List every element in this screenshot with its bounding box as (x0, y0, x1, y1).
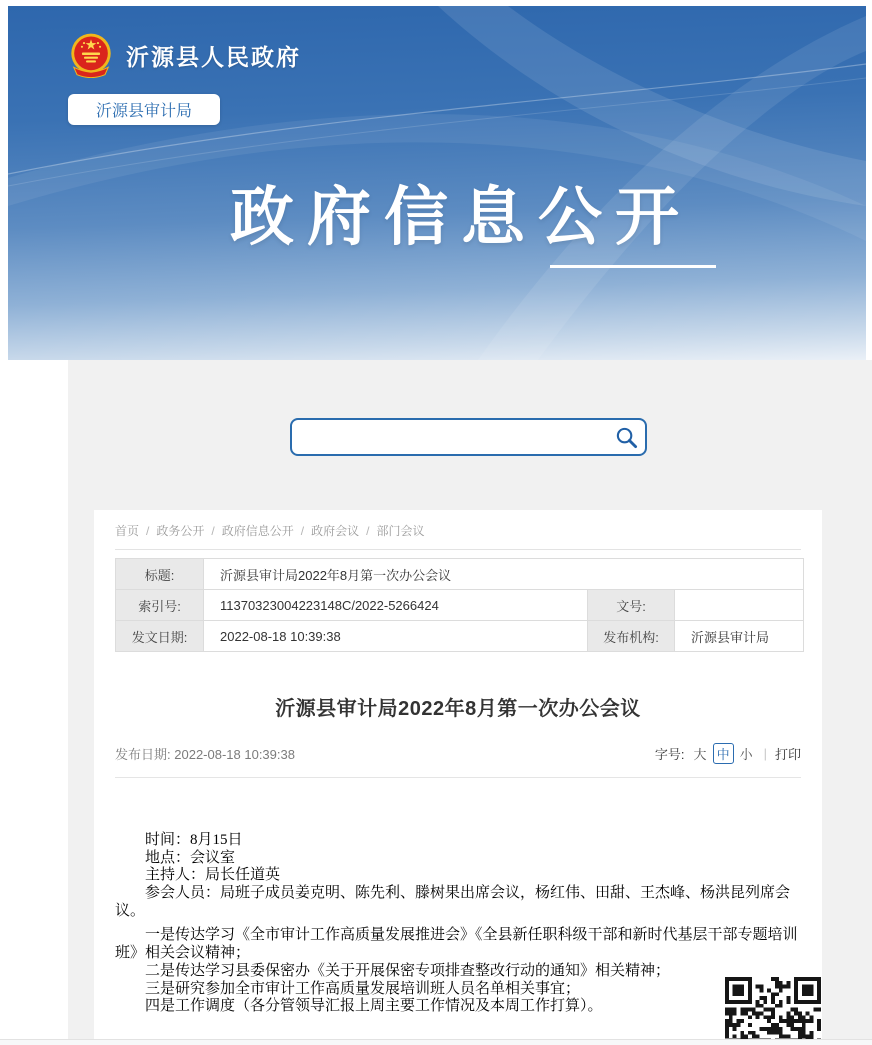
paragraph: 三是研究参加全市审计工作高质量发展培训班人员名单相关事宜； (145, 980, 581, 997)
meta-label-docnum: 文号: (588, 590, 675, 621)
breadcrumb-separator: / (366, 524, 370, 538)
font-size-small-button[interactable]: 小 (739, 747, 753, 762)
meta-value-issue-date: 2022-08-18 10:39:38 (204, 621, 588, 652)
footer-strip (0, 1039, 872, 1045)
meta-value-index: 11370323004223148C/2022-5266424 (204, 590, 588, 621)
breadcrumb-divider (115, 549, 801, 550)
article-divider (115, 777, 801, 778)
font-size-control (655, 743, 801, 764)
paragraph: 四是工作调度（各分管领导汇报上周主要工作情况及本周工作打算）。 (145, 998, 603, 1015)
article-title: 沂源县审计局2022年8月第一次办公会议 (275, 698, 641, 720)
breadcrumb-item-gov-meetings[interactable]: 政府会议 (311, 524, 360, 538)
site-header (68, 32, 301, 78)
paragraph: 时间：8月15日 (145, 832, 243, 848)
paragraph: 二是传达学习县委保密办《关于开展保密专项排查整改行动的通知》相关精神； (145, 962, 671, 979)
breadcrumb-item-zhengwu[interactable]: 政务公开 (156, 524, 205, 538)
qr-code (725, 977, 821, 1039)
table-row (116, 621, 804, 652)
meta-label-index: 索引号: (116, 590, 204, 621)
article-body (115, 832, 801, 1016)
paragraph: 参会人员：局班子成员姜克明、陈先利、滕树果出席会议，杨红伟、田甜、王杰峰、杨洪昆列席会议。 (115, 885, 791, 919)
publish-date (115, 744, 295, 763)
content-panel (68, 360, 872, 1039)
meta-label-publisher: 发布机构: (588, 621, 675, 652)
font-size-large-button[interactable]: 大 (693, 747, 707, 762)
meta-label-issue-date: 发文日期: (116, 621, 204, 652)
search-button[interactable] (607, 420, 645, 454)
breadcrumb-item-info-disclosure[interactable]: 政府信息公开 (221, 524, 294, 538)
font-size-medium-button[interactable]: 中 (713, 743, 734, 764)
banner (8, 6, 866, 360)
meta-value-title: 沂源县审计局2022年8月第一次办公会议 (204, 559, 804, 590)
article-meta-row (115, 743, 801, 764)
breadcrumb-separator: / (211, 524, 215, 538)
search-input[interactable] (292, 420, 607, 454)
separator: | (763, 746, 767, 761)
banner-page-title: 政府信息公开 (230, 181, 692, 253)
meta-label-title: 标题: (116, 559, 204, 590)
publish-date-value: 2022-08-18 10:39:38 (174, 747, 295, 762)
table-row (116, 559, 804, 590)
breadcrumb-separator: / (300, 524, 305, 538)
national-emblem-icon (68, 32, 114, 78)
breadcrumb (115, 510, 801, 539)
search-box (290, 418, 647, 456)
department-tab-button[interactable]: 沂源县审计局 (68, 94, 220, 125)
meta-value-docnum (675, 590, 804, 621)
search-icon (615, 426, 638, 449)
meta-value-publisher: 沂源县审计局 (675, 621, 804, 652)
breadcrumb-item-home[interactable]: 首页 (115, 524, 140, 538)
article-panel (94, 510, 822, 1039)
table-row (116, 590, 804, 621)
print-button[interactable]: 打印 (774, 747, 801, 762)
breadcrumb-separator: / (146, 524, 150, 538)
paragraph: 一是传达学习《全市审计工作高质量发展推进会》《全县新任职科级干部和新时代基层干部专题培训班》相关会议精神； (115, 927, 798, 962)
paragraph: 地点：会议室 (145, 849, 236, 866)
publish-date-label: 发布日期: (115, 747, 171, 762)
site-name: 沂源县人民政府 (126, 43, 301, 70)
banner-title-underline (550, 265, 716, 268)
breadcrumb-item-dept-meetings[interactable]: 部门会议 (376, 524, 425, 538)
font-size-label: 字号: (654, 747, 685, 762)
paragraph: 主持人：局长任道英 (145, 867, 281, 884)
document-meta-table (115, 558, 804, 652)
